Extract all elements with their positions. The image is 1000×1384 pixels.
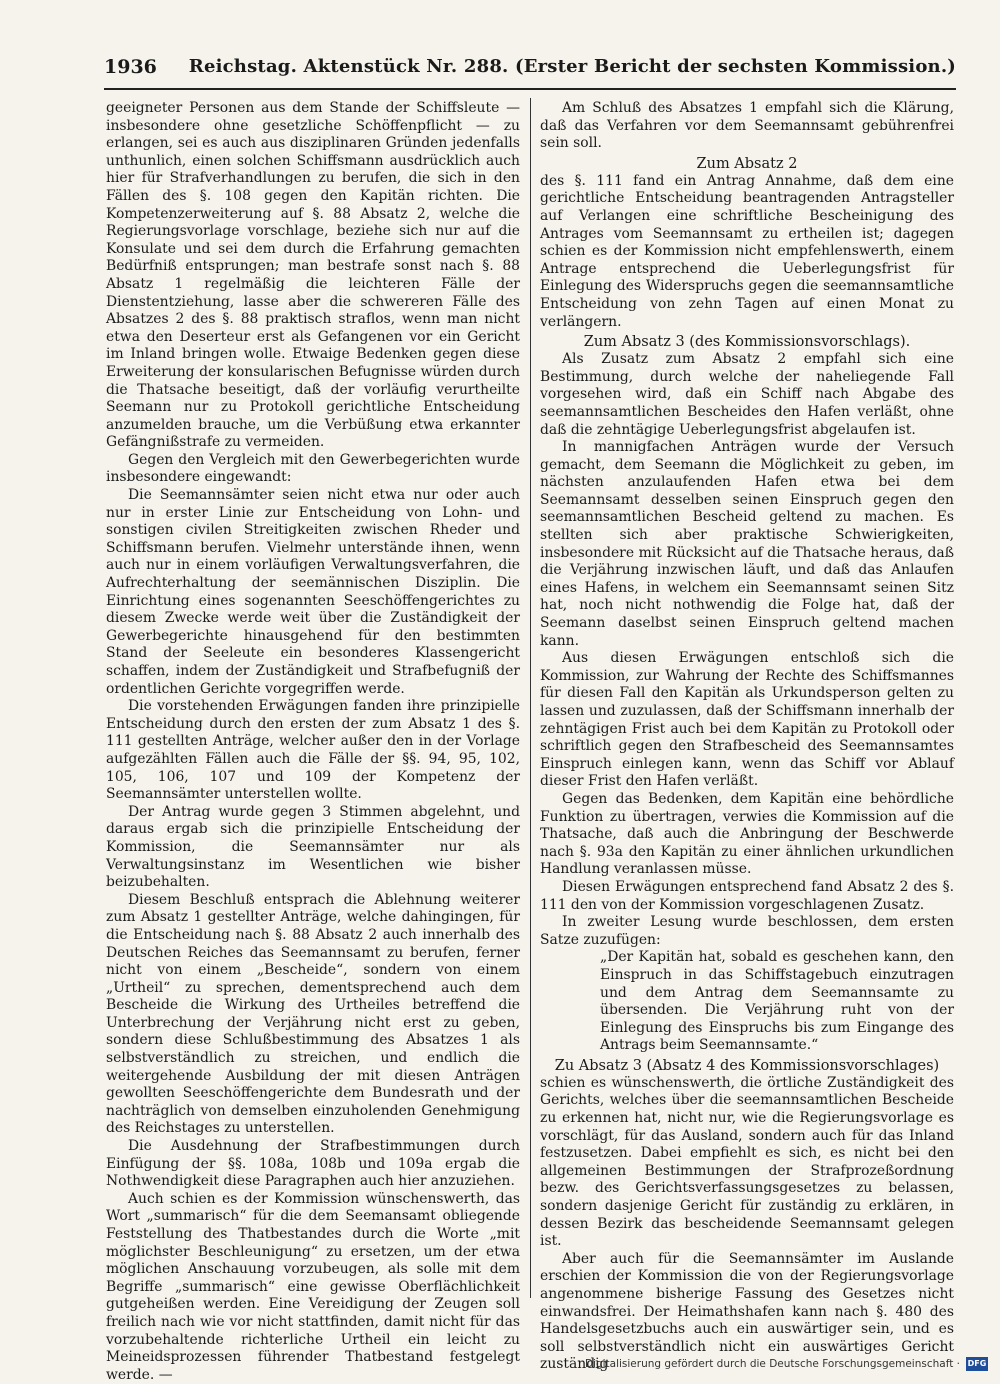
page-number: 1936 bbox=[104, 56, 157, 78]
paragraph: Diesem Beschluß entsprach die Ablehnung weiterer zum Absatz 1 gestellter Anträge, welche dahingingen, für die Entscheidung nach §. 88 Absatz 2 auch innerhalb des Deutschen Reiches das Seemannsamt zu berufen, ferner nicht von einem „Bescheide“, sondern von einem „Urtheil“ zu sprechen, dementsprechend auch dem Bescheide die Wirkung des Urtheiles betreffend die Unterbrechung der Verjährung nicht erst zu geben, sondern diese Schlußbestimmung des Absatzes 1 als selbstverständlich zu streichen, und endlich die weitergehende Ausbildung der mit diesen Anträgen gewollten Seeschöffengerichte dem Bundesrath und der nachträglich von demselben einzuholenden Genehmigung des Reichstages zu unterstellen. bbox=[106, 891, 520, 1137]
quoted-amendment: „Der Kapitän hat, sobald es geschehen kann, den Einspruch in das Schiffstagebuch einzutragen und dem Antrag dem Seemannsamte zu übersenden. Die Verjährung ruht von der Einlegung des Einspruchs bis zum Eingange des Antrags beim Seemannsamte.“ bbox=[600, 949, 954, 1054]
paragraph: Auch schien es der Kommission wünschenswerth, das Wort „summarisch“ für die dem Seemansamt obliegende Feststellung des Thatbestandes durch die Worte „mit möglichster Beschleunigung“ zu ersetzen, um der etwa möglichen Anschauung vorzubeugen, als solle mit dem Begriffe „summarisch“ eine gewisse Oberflächlichkeit gutgeheißen werden. Eine Vereidigung der Zeugen soll freilich nach wie vor nicht stattfinden, damit nicht für das vorzubehaltende richterliche Urtheil ein leicht zu Meineidsprozessen führender Thatbestand festgelegt werde. — bbox=[106, 1190, 520, 1383]
paragraph: Die Seemannsämter seien nicht etwa nur oder auch nur in erster Linie zur Entscheidung von Lohn- und sonstigen civilen Streitigkeiten zwischen Rheder und Schiffsmann berufen. Vielmehr unterstände ihnen, wenn auch nur in einem vorläufigen Verwaltungsverfahren, die Aufrechterhaltung der seemännischen Disziplin. Die Einrichtung eines sogenannten Seeschöffengerichtes zu diesem Zwecke werde weit über die Zuständigkeit der Gewerbegerichte hinausgehend für den bestimmten Stand der Seeleute ein besonderes Klassengericht schaffen, indem der Zuständigkeit und Strafbefugniß der ordentlichen Gerichte vorgegriffen werde. bbox=[106, 487, 520, 697]
paragraph: Gegen den Vergleich mit den Gewerbegerichten wurde insbesondere eingewandt: bbox=[106, 451, 520, 486]
paragraph: des §. 111 fand ein Antrag Annahme, daß dem eine gerichtliche Entscheidung beantragenden Antragsteller auf Verlangen eine schriftliche Bescheinigung des Antrages vom Seemannsamt zu ertheilen ist; dagegen schien es der Kommission nicht empfehlenswerth, einem Antrage entsprechend die Ueberlegungsfrist für Einlegung des Widerspruchs gegen die seemannsamtliche Entscheidung von zehn Tagen auf einen Monat zu verlängern. bbox=[540, 172, 954, 330]
left-column bbox=[106, 100, 520, 1383]
paragraph: Die Ausdehnung der Strafbestimmungen durch Einfügung der §§. 108a, 108b und 109a ergab die Nothwendigkeit diese Paragraphen auch hier anzuziehen. bbox=[106, 1138, 520, 1190]
paragraph: Diesen Erwägungen entsprechend fand Absatz 2 des §. 111 den von der Kommission vorgeschlagenen Zusatz. bbox=[540, 878, 954, 913]
column-divider bbox=[530, 98, 531, 1298]
paragraph: Der Antrag wurde gegen 3 Stimmen abgelehnt, und daraus ergab sich die prinzipielle Entscheidung der Kommission, die Seemannsämter nur als Verwaltungsinstanz im Wesentlichen wie bisher beizubehalten. bbox=[106, 803, 520, 891]
paragraph: In mannigfachen Anträgen wurde der Versuch gemacht, dem Seemann die Möglichkeit zu geben, im nächsten anzulaufenden Hafen etwa bei dem Seemannsamt desselben seinen Einspruch gegen den seemannsamtlichen Bescheid geltend zu machen. Es stellten sich aber praktische Schwierigkeiten, insbesondere mit Rücksicht auf die Thatsache heraus, daß die Verjährung inzwischen läuft, und daß das Anlaufen eines Hafens, in welchem ein Seemannsamt seinen Sitz hat, noch nicht nothwendig die Folge hat, daß der Seemann daselbst seinen Einspruch geltend machen kann. bbox=[540, 439, 954, 649]
dfg-logo-icon: DFG bbox=[966, 1357, 988, 1371]
paragraph: Die vorstehenden Erwägungen fanden ihre prinzipielle Entscheidung durch den ersten der zum Absatz 1 des §. 111 gestellten Anträge, welcher außer den in der Vorlage aufgezählten Fällen auch die Fälle der §§. 94, 95, 102, 105, 106, 107 und 109 der Kompetenz der Seemannsämter unterstellen wollte. bbox=[106, 698, 520, 803]
paragraph: geeigneter Personen aus dem Stande der Schiffsleute — insbesondere ohne gesetzliche Schöffenpflicht — zu erlangen, sei es auch aus disziplinaren Gründen jedenfalls unthunlich, einen solchen Schiffsmann ausdrücklich auch hier für Strafverhandlungen zu berufen, die sich in den Fällen des §. 108 gegen den Kapitän richten. Die Kompetenzerweiterung auf §. 88 Absatz 2, welche die Regierungsvorlage vorschlage, beziehe sich nur auf die Konsulate und sei dem durch die Erfahrung gemachten Bedürfniß entsprungen; man bestrafe sonst nach §. 88 Absatz 1 regelmäßig die leichteren Fälle der Dienstentziehung, lasse aber die schwereren Fälle des Absatzes 2 des §. 88 praktisch straflos, wenn man nicht etwa den Deserteur erst als Gefangenen vor ein Gericht im Inland bringen wolle. Etwaige Bedenken gegen diese Erweiterung der konsularischen Befugnisse würden durch die Thatsache beseitigt, daß der vorläufig verurtheilte Seemann nur zu Protokoll gerichtliche Entscheidung anzumelden brauche, um die Verbüßung etwa erkannter Gefängnißstrafe zu vermeiden. bbox=[106, 100, 520, 451]
paragraph: Gegen das Bedenken, dem Kapitän eine behördliche Funktion zu übertragen, verwies die Kommission auf die Thatsache, daß auch die Anbringung der Beschwerde nach §. 93a den Kapitän zu einer ähnlichen urkundlichen Handlung veranlassen müsse. bbox=[540, 790, 954, 878]
paragraph: schien es wünschenswerth, die örtliche Zuständigkeit des Gerichts, welches über die seemannsamtlichen Bescheide zu erkennen hat, nicht nur, wie die Regierungsvorlage es vorschlägt, für das Ausland, sondern auch für das Inland festzusetzen. Dabei empfiehlt es sich, es nicht bei den allgemeinen Bestimmungen der Strafprozeßordnung bezw. des Gerichtsverfassungsgesetzes zu belassen, sondern dasjenige Gericht für zuständig zu erklären, in dessen Bezirk das bescheidende Seemannsamt gelegen ist. bbox=[540, 1074, 954, 1250]
section-heading: Zu Absatz 3 (Absatz 4 des Kommissionsvorschlages) bbox=[554, 1057, 940, 1074]
page-header bbox=[104, 56, 956, 86]
digitization-credit bbox=[585, 1357, 988, 1371]
paragraph: Aus diesen Erwägungen entschloß sich die Kommission, zur Wahrung der Rechte des Schiffsmannes für diesen Fall den Kapitän als Urkundsperson gelten zu lassen und zuzulassen, daß der Schiffsmann innerhalb der zehntägigen Frist auch bei dem Kapitän zu Protokoll oder schriftlich gegen den Strafbescheid des Seemannsamtes Einspruch einlegen kann, wenn das Schiff vor Ablauf dieser Frist den Hafen verläßt. bbox=[540, 650, 954, 790]
running-title: Reichstag. Aktenstück Nr. 288. (Erster Bericht der sechsten Kommission.) bbox=[188, 56, 956, 77]
credit-text: Digitalisierung gefördert durch die Deutsche Forschungsgemeinschaft · bbox=[584, 1358, 960, 1370]
paragraph: Als Zusatz zum Absatz 2 empfahl sich eine Bestimmung, durch welche der naheliegende Fall vorgesehen wird, daß ein Schiff nach Abgabe des seemannsamtlichen Bescheides den Hafen verläßt, ohne daß die zehntägige Ueberlegungsfrist abgelaufen ist. bbox=[540, 351, 954, 438]
paragraph: Am Schluß des Absatzes 1 empfahl sich die Klärung, daß das Verfahren vor dem Seemannsamt gebührenfrei sein soll. bbox=[540, 100, 954, 152]
paragraph: Aber auch für die Seemannsämter im Auslande erschien der Kommission die von der Regierungsvorlage angenommene bisherige Fassung des Gesetzes nicht einwandsfrei. Der Heimathshafen kann nach §. 480 des Handelsgesetzbuchs auch ein auswärtiger sein, und es soll selbstverständlich nicht ein auswärtiges Gericht zuständig bbox=[540, 1250, 954, 1373]
section-heading: Zum Absatz 3 (des Kommissionsvorschlags). bbox=[583, 334, 911, 351]
section-heading: Zum Absatz 2 bbox=[696, 155, 798, 172]
paragraph: In zweiter Lesung wurde beschlossen, dem ersten Satze zuzufügen: bbox=[540, 914, 954, 948]
header-rule bbox=[104, 88, 956, 90]
